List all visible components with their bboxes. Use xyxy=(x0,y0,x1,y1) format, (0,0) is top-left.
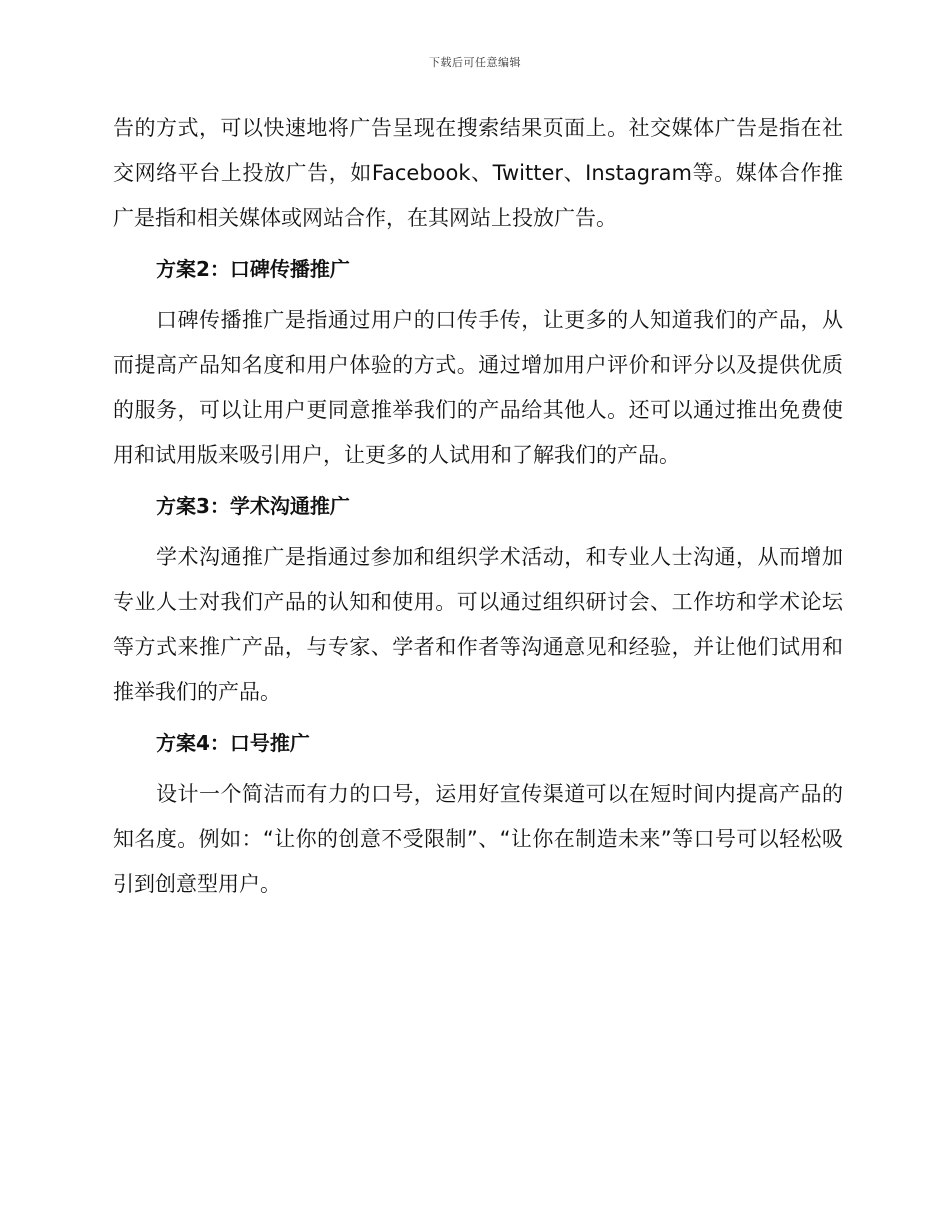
section-body-3: 学术沟通推广是指通过参加和组织学术活动，和专业人士沟通，从而增加专业人士对我们产品的认知和使用。可以通过组织研讨会、工作坊和学术论坛等方式来推广产品，与专家、学者和作者等沟通意见和经验，并让他们试用和推举我们的产品。 xyxy=(113,545,843,704)
section-body-4: 设计一个简洁而有力的口号，运用好宣传渠道可以在短时间内提高产品的知名度。例如：“让你的创意不受限制”、“让你在制造未来”等口号可以轻松吸引到创意型用户。 xyxy=(113,782,843,896)
section-heading-4: 方案4：口号推广 xyxy=(156,731,310,755)
section-heading-2: 方案2：口碑传播推广 xyxy=(156,257,350,281)
intro-paragraph: 告的方式，可以快速地将广告呈现在搜索结果页面上。社交媒体广告是指在社交网络平台上投放广告，如Facebook、Twitter、Instagram等。媒体合作推广是指和相关媒体或网站合作，在其网站上投放广告。 xyxy=(113,116,843,230)
section-heading-3: 方案3：学术沟通推广 xyxy=(156,494,350,518)
section-body-2: 口碑传播推广是指通过用户的口传手传，让更多的人知道我们的产品，从而提高产品知名度和用户体验的方式。通过增加用户评价和评分以及提供优质的服务，可以让用户更同意推举我们的产品给其他人。还可以通过推出免费使用和试用版来吸引用户，让更多的人试用和了解我们的产品。 xyxy=(113,308,843,467)
page-header: 下载后可任意编辑 xyxy=(429,56,521,69)
document-body xyxy=(113,106,843,907)
